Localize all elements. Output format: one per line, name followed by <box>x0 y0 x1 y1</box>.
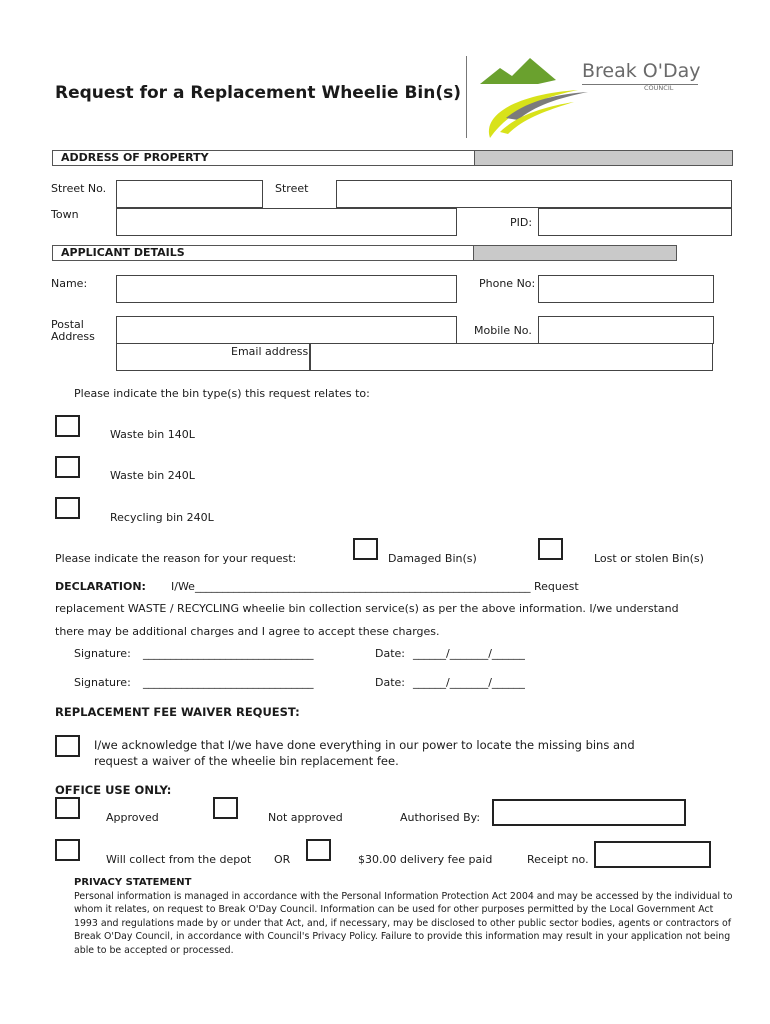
date-label-1: Date: <box>375 647 405 660</box>
recycling-240-label: Recycling bin 240L <box>110 511 214 524</box>
applicant-section-header: APPLICANT DETAILS <box>52 245 677 261</box>
waiver-heading: REPLACEMENT FEE WAIVER REQUEST: <box>55 705 300 719</box>
email-label: Email address <box>231 345 309 358</box>
town-label: Town <box>51 208 79 221</box>
waste-140-checkbox[interactable] <box>55 415 80 437</box>
waste-240-label: Waste bin 240L <box>110 469 195 482</box>
waiver-text-2: request a waiver of the wheelie bin replacement fee. <box>94 754 399 768</box>
council-logo <box>478 54 708 140</box>
declaration-line3: there may be additional charges and I agree to accept these charges. <box>55 625 440 638</box>
town-field[interactable] <box>116 208 457 236</box>
privacy-text: Personal information is managed in accordance with the Personal Information Protection Act 2004 and may be accessed by the individual to whom it relates, on request to Break O'Day Council. Information can be used for other purposes permitted by the Local Government Act 1993 and regulations made by or under that Act, and, if necessary, may be disclosed to other public sector bodies, agents or contractors of Break O'Day Council, in accordance with Council's Privacy Policy. Failure to provide this information may result in your application not being able to be accepted or processed. <box>74 891 733 956</box>
waste-140-label: Waste bin 140L <box>110 428 195 441</box>
authorised-by-field[interactable] <box>492 799 686 826</box>
signature-label-2: Signature: <box>74 676 131 689</box>
or-label: OR <box>274 853 291 866</box>
waste-240-checkbox[interactable] <box>55 456 80 478</box>
reason-prompt: Please indicate the reason for your request: <box>55 552 297 565</box>
phone-field[interactable] <box>538 275 714 303</box>
delivery-fee-checkbox[interactable] <box>306 839 331 861</box>
logo-name: Break O'Day <box>582 60 701 82</box>
delivery-fee-label: $30.00 delivery fee paid <box>358 853 493 866</box>
privacy-heading: PRIVACY STATEMENT <box>74 877 192 888</box>
postal-address-field[interactable] <box>116 316 457 344</box>
bin-type-prompt: Please indicate the bin type(s) this request relates to: <box>74 387 370 400</box>
header-divider <box>466 56 467 138</box>
date-label-2: Date: <box>375 676 405 689</box>
signature-line-1[interactable]: _______________________________ <box>143 647 314 660</box>
mobile-field[interactable] <box>538 316 714 344</box>
collect-depot-checkbox[interactable] <box>55 839 80 861</box>
street-no-label: Street No. <box>51 182 107 195</box>
pid-field[interactable] <box>538 208 732 236</box>
date-line-2[interactable]: ______/_______/______ <box>413 676 525 689</box>
street-no-field[interactable] <box>116 180 263 208</box>
not-approved-checkbox[interactable] <box>213 797 238 819</box>
signature-line-2[interactable]: _______________________________ <box>143 676 314 689</box>
street-field[interactable] <box>336 180 732 208</box>
damaged-checkbox[interactable] <box>353 538 378 560</box>
damaged-label: Damaged Bin(s) <box>388 552 477 565</box>
street-label: Street <box>275 182 309 195</box>
office-use-heading: OFFICE USE ONLY: <box>55 783 172 797</box>
recycling-240-checkbox[interactable] <box>55 497 80 519</box>
collect-depot-label: Will collect from the depot <box>106 853 252 866</box>
pid-label: PID: <box>510 216 533 229</box>
date-line-1[interactable]: ______/_______/______ <box>413 647 525 660</box>
receipt-label: Receipt no. <box>527 853 589 866</box>
waiver-text-1: I/we acknowledge that I/we have done everything in our power to locate the missing bins and <box>94 738 635 752</box>
waiver-checkbox[interactable] <box>55 735 80 757</box>
email-field[interactable] <box>310 343 713 371</box>
mobile-label: Mobile No. <box>474 324 532 337</box>
not-approved-label: Not approved <box>268 811 343 824</box>
page-title: Request for a Replacement Wheelie Bin(s) <box>55 83 461 103</box>
logo-rule <box>582 84 698 85</box>
address-label: Address <box>51 330 95 343</box>
name-field[interactable] <box>116 275 457 303</box>
declaration-line1: I/We_____________________________________________________________ Request <box>171 580 579 593</box>
approved-label: Approved <box>106 811 159 824</box>
postal-label: Postal <box>51 318 84 331</box>
logo-sub: COUNCIL <box>644 84 674 92</box>
name-label: Name: <box>51 277 88 290</box>
receipt-field[interactable] <box>594 841 711 868</box>
authorised-by-label: Authorised By: <box>400 811 481 824</box>
lost-stolen-checkbox[interactable] <box>538 538 563 560</box>
declaration-line2: replacement WASTE / RECYCLING wheelie bin collection service(s) as per the above information. I/we understand <box>55 602 679 615</box>
phone-label: Phone No: <box>479 277 536 290</box>
declaration-heading: DECLARATION: <box>55 580 146 593</box>
signature-label-1: Signature: <box>74 647 131 660</box>
approved-checkbox[interactable] <box>55 797 80 819</box>
address-section-header: ADDRESS OF PROPERTY <box>52 150 733 166</box>
lost-stolen-label: Lost or stolen Bin(s) <box>594 552 704 565</box>
